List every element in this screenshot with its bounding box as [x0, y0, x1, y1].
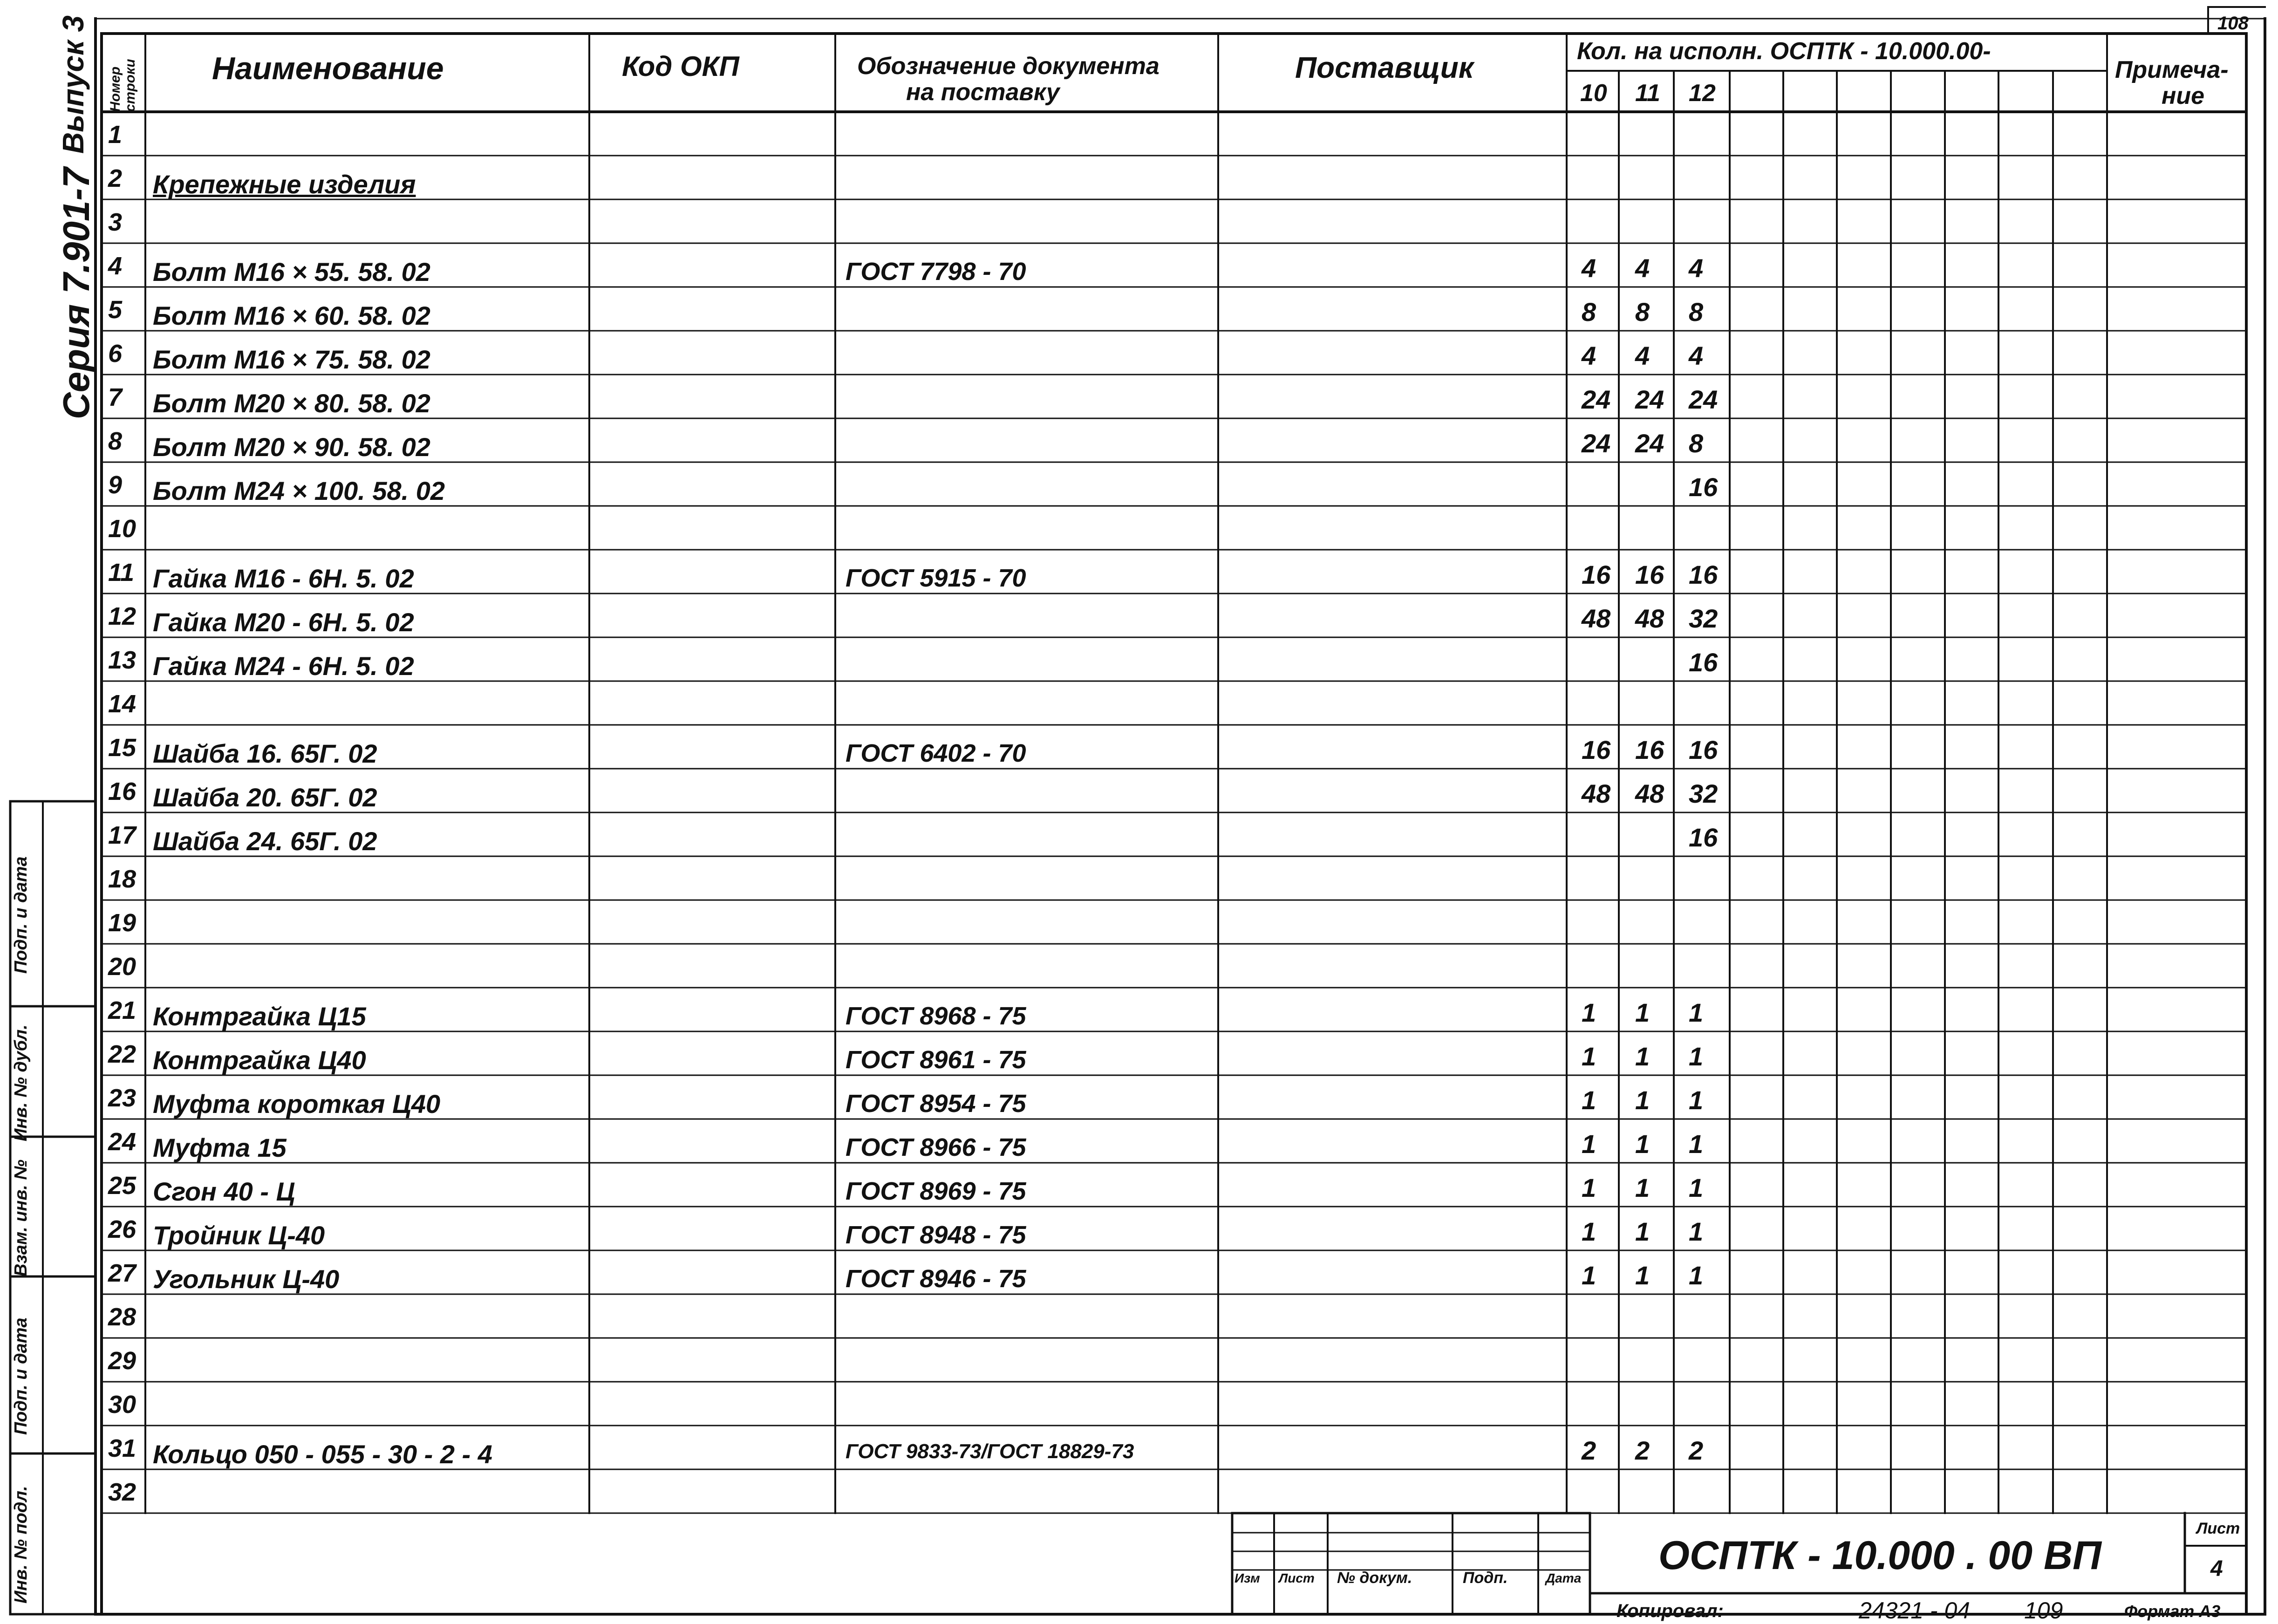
- row-qty: 1: [1635, 1173, 1650, 1202]
- row-qty: 48: [1635, 604, 1664, 633]
- header-num-col-a: Номер: [108, 66, 123, 112]
- row-qty: 1: [1635, 998, 1650, 1027]
- row-name: Болт М16 × 55. 58. 02: [153, 257, 430, 287]
- row-qty: 1: [1582, 1217, 1596, 1246]
- row-qty: 1: [1689, 1217, 1704, 1246]
- side-block-label: Взам. инв. №: [11, 1160, 31, 1276]
- header-qty-12: 12: [1689, 80, 1716, 107]
- row-name: Шайба 16. 65Г. 02: [153, 739, 377, 768]
- row-qty: 16: [1582, 735, 1611, 764]
- row-name: Контргайка Ц15: [153, 1002, 366, 1031]
- row-number: 14: [108, 690, 136, 718]
- row-name: Шайба 24. 65Г. 02: [153, 826, 377, 856]
- row-qty: 48: [1582, 779, 1611, 808]
- stamp-col-izm: Изм: [1234, 1571, 1260, 1585]
- row-name: Муфта 15: [153, 1133, 286, 1162]
- row-doc: ГОСТ 8966 - 75: [846, 1133, 1026, 1161]
- row-qty: 4: [1689, 253, 1704, 283]
- row-qty: 8: [1689, 429, 1704, 458]
- row-number: 32: [108, 1478, 136, 1506]
- row-name: Тройник Ц-40: [153, 1221, 325, 1250]
- row-number: 5: [108, 296, 123, 324]
- row-qty: 4: [1635, 253, 1650, 283]
- row-name: Крепежные изделия: [153, 170, 416, 199]
- row-number: 7: [108, 383, 123, 411]
- row-number: 31: [108, 1434, 136, 1462]
- header-supplier: Поставщик: [1295, 51, 1474, 84]
- row-qty: 1: [1689, 1173, 1704, 1202]
- row-qty: 48: [1635, 779, 1664, 808]
- header-qty-11: 11: [1635, 80, 1660, 107]
- row-name: Болт М24 × 100. 58. 02: [153, 476, 445, 505]
- row-qty: 1: [1582, 1129, 1596, 1159]
- row-qty: 2: [1582, 1436, 1596, 1465]
- row-qty: 1: [1582, 998, 1596, 1027]
- row-number: 16: [108, 778, 136, 805]
- row-qty: 4: [1689, 341, 1704, 370]
- row-name: Болт М16 × 75. 58. 02: [153, 345, 430, 374]
- stamp-sheet-value: 4: [2210, 1556, 2223, 1581]
- row-qty: 8: [1689, 297, 1704, 327]
- row-qty: 24: [1582, 429, 1611, 458]
- row-name: Шайба 20. 65Г. 02: [153, 783, 377, 812]
- row-qty: 1: [1635, 1042, 1650, 1071]
- side-block-label: Инв. № подл.: [11, 1486, 31, 1604]
- row-number: 3: [108, 208, 123, 236]
- row-qty: 16: [1689, 735, 1718, 764]
- stamp-col-date: Дата: [1546, 1571, 1582, 1585]
- row-number: 1: [108, 121, 123, 149]
- row-name: Контргайка Ц40: [153, 1045, 366, 1075]
- row-qty: 2: [1689, 1436, 1704, 1465]
- side-seria: Серия 7.901-7: [55, 167, 97, 419]
- row-name: Болт М16 × 60. 58. 02: [153, 301, 430, 330]
- header-num-col: [108, 59, 138, 112]
- side-block-label: Подп. и дата: [11, 856, 31, 974]
- row-qty: 16: [1635, 735, 1664, 764]
- row-name: Сгон 40 - Ц: [153, 1177, 295, 1206]
- row-qty: 1: [1689, 998, 1704, 1027]
- row-qty: 2: [1635, 1436, 1650, 1465]
- row-doc: ГОСТ 7798 - 70: [846, 258, 1026, 286]
- row-number: 11: [108, 559, 135, 587]
- row-name: Болт М20 × 90. 58. 02: [153, 432, 430, 462]
- row-number: 22: [108, 1040, 136, 1068]
- row-qty: 1: [1689, 1085, 1704, 1115]
- row-qty: 24: [1689, 385, 1718, 414]
- row-number: 4: [108, 252, 123, 280]
- header-note-line1: Примеча-: [2115, 56, 2229, 83]
- row-number: 21: [108, 996, 136, 1024]
- header-note-line2: ние: [2162, 82, 2205, 109]
- header-okp: Код ОКП: [622, 51, 739, 82]
- row-doc: ГОСТ 8961 - 75: [846, 1046, 1026, 1074]
- row-qty: 24: [1582, 385, 1611, 414]
- header-qty-title: Кол. на исполн. ОСПТК - 10.000.00-: [1577, 38, 1991, 65]
- row-doc: ГОСТ 6402 - 70: [846, 739, 1026, 767]
- row-qty: 4: [1582, 253, 1596, 283]
- row-qty: 32: [1689, 779, 1718, 808]
- row-number: 9: [108, 471, 123, 499]
- row-qty: 48: [1582, 604, 1611, 633]
- header-num-col-b: строки: [123, 59, 138, 112]
- footer-copied: Копировал:: [1616, 1601, 1724, 1621]
- row-number: 25: [108, 1172, 136, 1200]
- row-name: Угольник Ц-40: [153, 1264, 340, 1294]
- stamp-col-doc: № докум.: [1337, 1569, 1412, 1587]
- row-qty: 1: [1582, 1085, 1596, 1115]
- row-number: 28: [108, 1303, 136, 1331]
- side-vypusk: Выпуск 3: [56, 15, 90, 154]
- row-doc: ГОСТ 5915 - 70: [846, 564, 1026, 592]
- row-qty: 1: [1689, 1261, 1704, 1290]
- side-block-label: Подп. и дата: [11, 1317, 31, 1435]
- row-qty: 1: [1635, 1129, 1650, 1159]
- row-qty: 32: [1689, 604, 1718, 633]
- row-doc: ГОСТ 8948 - 75: [846, 1221, 1026, 1249]
- row-number: 23: [108, 1084, 136, 1112]
- row-doc: ГОСТ 8946 - 75: [846, 1265, 1026, 1293]
- row-number: 17: [108, 821, 136, 849]
- side-block-label: Инв. № дубл.: [11, 1024, 31, 1141]
- row-number: 15: [108, 734, 136, 762]
- row-number: 2: [108, 164, 123, 192]
- header-doc-line2: на поставку: [906, 79, 1060, 106]
- row-number: 20: [108, 953, 136, 981]
- row-doc: ГОСТ 8954 - 75: [846, 1090, 1026, 1118]
- row-qty: 1: [1582, 1261, 1596, 1290]
- row-doc: ГОСТ 8969 - 75: [846, 1177, 1026, 1205]
- row-qty: 4: [1635, 341, 1650, 370]
- row-qty: 16: [1689, 472, 1718, 502]
- footer-num: 109: [2024, 1597, 2063, 1624]
- row-number: 19: [108, 909, 136, 937]
- row-qty: 8: [1635, 297, 1650, 327]
- row-qty: 16: [1635, 560, 1664, 589]
- row-qty: 24: [1635, 385, 1664, 414]
- row-qty: 16: [1689, 648, 1718, 677]
- row-qty: 16: [1689, 560, 1718, 589]
- header-doc-line1: Обозначение документа: [857, 53, 1159, 80]
- header-name: Наименование: [212, 51, 444, 86]
- row-number: 18: [108, 865, 136, 893]
- row-qty: 1: [1582, 1173, 1596, 1202]
- row-number: 29: [108, 1347, 136, 1375]
- page-number: 108: [2217, 13, 2249, 34]
- stamp-sheet-label: Лист: [2196, 1520, 2240, 1537]
- row-number: 30: [108, 1391, 136, 1419]
- row-qty: 1: [1635, 1261, 1650, 1290]
- row-doc: ГОСТ 8968 - 75: [846, 1002, 1026, 1030]
- row-number: 27: [108, 1259, 136, 1287]
- row-number: 26: [108, 1215, 136, 1243]
- row-doc: ГОСТ 9833-73/ГОСТ 18829-73: [846, 1440, 1134, 1463]
- row-number: 8: [108, 427, 123, 455]
- row-number: 24: [108, 1128, 136, 1156]
- row-number: 13: [108, 646, 136, 674]
- row-name: Гайка М20 - 6Н. 5. 02: [153, 607, 414, 637]
- stamp-col-list: Лист: [1279, 1571, 1315, 1585]
- row-name: Болт М20 × 80. 58. 02: [153, 389, 430, 418]
- row-name: Муфта короткая Ц40: [153, 1089, 441, 1119]
- row-qty: 4: [1582, 341, 1596, 370]
- row-qty: 1: [1689, 1129, 1704, 1159]
- stamp-col-sign: Подп.: [1463, 1569, 1508, 1587]
- header-qty-10: 10: [1580, 80, 1607, 107]
- row-qty: 1: [1582, 1042, 1596, 1071]
- row-qty: 16: [1689, 823, 1718, 852]
- footer-code: 24321 - 04: [1859, 1597, 1971, 1624]
- row-number: 10: [108, 515, 136, 543]
- row-qty: 1: [1689, 1042, 1704, 1071]
- row-name: Кольцо 050 - 055 - 30 - 2 - 4: [153, 1440, 492, 1469]
- footer-format: Формат А3: [2124, 1602, 2221, 1621]
- row-qty: 1: [1635, 1085, 1650, 1115]
- row-qty: 16: [1582, 560, 1611, 589]
- row-qty: 24: [1635, 429, 1664, 458]
- row-number: 12: [108, 602, 136, 630]
- stamp-designation: ОСПТК - 10.000 . 00 ВП: [1658, 1533, 2101, 1578]
- row-number: 6: [108, 340, 123, 368]
- row-name: Гайка М16 - 6Н. 5. 02: [153, 564, 414, 593]
- row-qty: 8: [1582, 297, 1596, 327]
- row-name: Гайка М24 - 6Н. 5. 02: [153, 651, 414, 681]
- row-qty: 1: [1635, 1217, 1650, 1246]
